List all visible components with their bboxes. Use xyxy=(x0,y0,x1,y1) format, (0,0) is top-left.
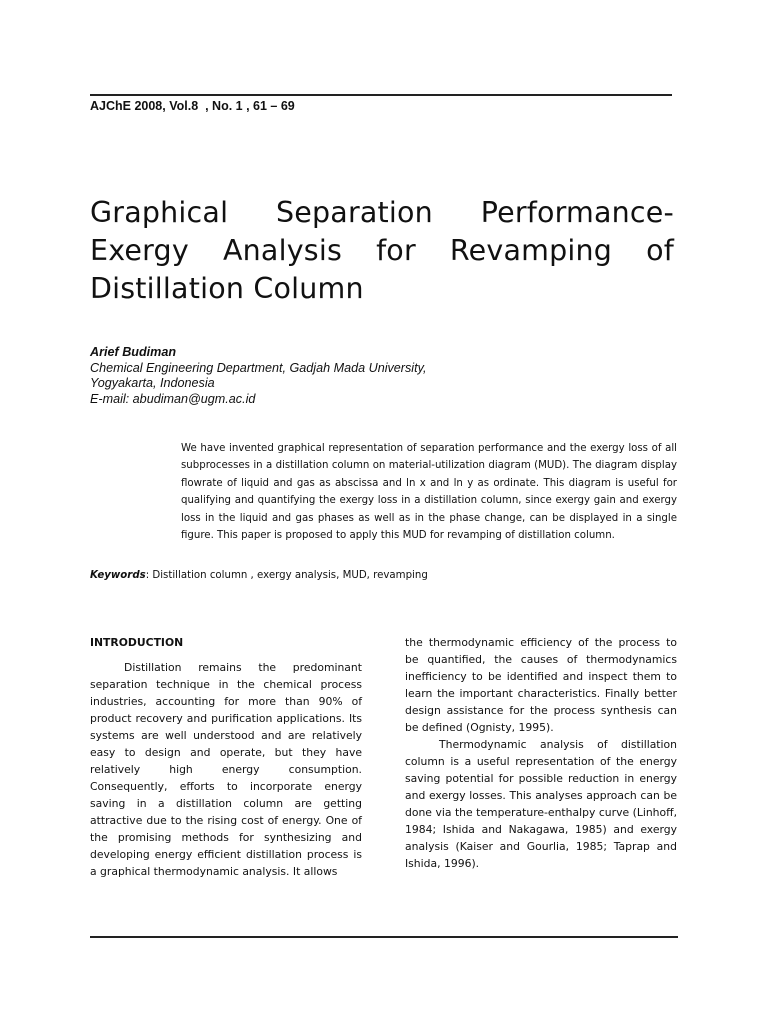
author-name: Arief Budiman xyxy=(90,345,177,359)
paper-title: Graphical Separation Performance-Exergy Analysis for Revamping of Distillation Column xyxy=(90,196,674,305)
author-email: E-mail: abudiman@ugm.ac.id xyxy=(90,391,256,406)
intro-paragraph-right-2: Thermodynamic analysis of distillation column is a useful representation of the energy saving potential for possible reduction in energy and exergy losses. This analyses approach can be done via the temperature-enthalpy curve (Linhoff, 1984; Ishida and Nakagawa, 1985) and exergy analysis (Kaiser and Gourlia, 1985; Taprap and Ishida, 1996). xyxy=(405,738,677,870)
intro-paragraph-left: Distillation remains the predominant separation technique in the chemical process industries, accounting for more than 90% of product recovery and purification applications. Its systems are well understood and are relatively easy to design and operate, but they have relatively high energy consumption. Consequently, efforts to incorporate energy saving in a distillation column are getting attractive due to the rising cost of energy. One of the promising methods for synthesizing and developing energy efficient distillation process is a graphical thermodynamic analysis. It allows xyxy=(90,661,362,878)
right-column xyxy=(405,634,677,872)
author-affiliation-line1: Chemical Engineering Department, Gadjah Mada University, xyxy=(90,360,427,375)
author-affiliation-line2: Yogyakarta, Indonesia xyxy=(90,376,215,390)
section-heading-introduction: INTRODUCTION xyxy=(90,636,184,649)
keywords-text: : Distillation column , exergy analysis, MUD, revamping xyxy=(145,570,428,581)
left-column xyxy=(90,634,362,880)
header-rule xyxy=(90,94,672,96)
journal-reference: AJChE 2008, Vol.8 , No. 1 , 61 – 69 xyxy=(90,99,295,113)
footer-rule xyxy=(90,936,678,938)
abstract: We have invented graphical representation of separation performance and the exergy loss of all subprocesses in a distillation column on material-utilization diagram (MUD). The diagram display flowrate of liquid and gas as abscissa and ln x and ln y as ordinate. This diagram is useful for qualifying and quantifying the exergy loss in a distillation column, since exergy gain and exergy loss in the liquid and gas phases as well as in the phase change, can be displayed in a single figure. This paper is proposed to apply this MUD for revamping of distillation column. xyxy=(181,443,677,542)
intro-paragraph-right-1: the thermodynamic efficiency of the process to be quantified, the causes of thermodynamics inefficiency to be identified and inspect them to learn the important characteristics. Finally better design assistance for the process synthesis can be defined (Ognisty, 1995). xyxy=(405,636,677,734)
author-block xyxy=(90,345,426,407)
keywords-line xyxy=(90,570,428,581)
keywords-label: Keywords xyxy=(90,570,146,581)
